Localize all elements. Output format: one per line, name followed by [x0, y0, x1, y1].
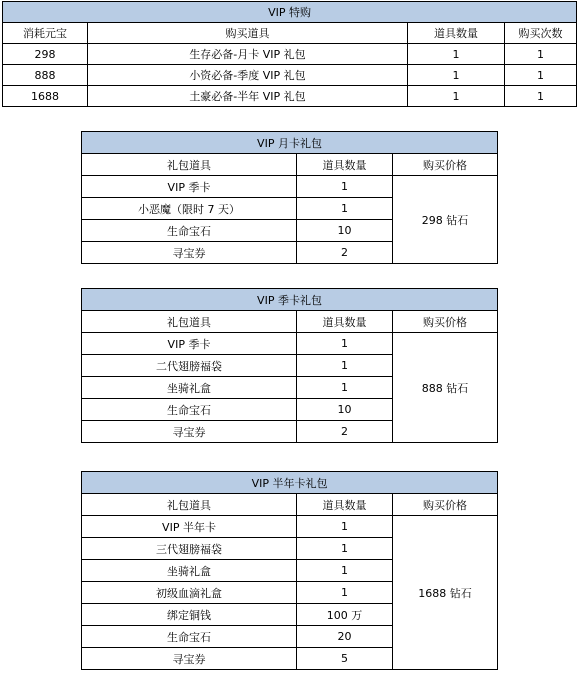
times-cell: 1	[505, 44, 577, 65]
item-cell: 土豪必备-半年 VIP 礼包	[88, 86, 408, 107]
column-header: 礼包道具	[82, 154, 297, 176]
monthly-pack-table	[81, 131, 498, 264]
quantity-cell: 1	[297, 176, 393, 198]
quantity-cell: 1	[408, 86, 505, 107]
quantity-cell: 1	[297, 377, 393, 399]
quantity-cell: 10	[297, 220, 393, 242]
table-title: VIP 半年卡礼包	[82, 472, 498, 494]
table-title: VIP 季卡礼包	[82, 289, 498, 311]
item-cell: 坐骑礼盒	[82, 377, 297, 399]
column-header: 道具数量	[408, 23, 505, 44]
item-cell: 寻宝券	[82, 242, 297, 264]
quantity-cell: 1	[297, 516, 393, 538]
quantity-cell: 1	[408, 65, 505, 86]
item-cell: 生命宝石	[82, 626, 297, 648]
header-row	[82, 311, 498, 333]
column-header: 购买次数	[505, 23, 577, 44]
column-header: 购买道具	[88, 23, 408, 44]
quantity-cell: 1	[297, 560, 393, 582]
item-cell: 生存必备-月卡 VIP 礼包	[88, 44, 408, 65]
item-cell: VIP 季卡	[82, 176, 297, 198]
quantity-cell: 100 万	[297, 604, 393, 626]
table-row	[82, 516, 498, 538]
column-header: 购买价格	[393, 311, 498, 333]
item-cell: 小资必备-季度 VIP 礼包	[88, 65, 408, 86]
vip-special-table	[2, 1, 577, 107]
item-cell: 寻宝券	[82, 421, 297, 443]
quarterly-pack-table	[81, 288, 498, 443]
column-header: 消耗元宝	[3, 23, 88, 44]
table-row	[3, 65, 577, 86]
table-row	[82, 176, 498, 198]
item-cell: 小恶魔（限时 7 天）	[82, 198, 297, 220]
item-cell: 生命宝石	[82, 399, 297, 421]
table-row	[82, 333, 498, 355]
column-header: 礼包道具	[82, 494, 297, 516]
price-cell: 888 钻石	[393, 333, 498, 443]
halfyear-pack-table	[81, 471, 498, 670]
quantity-cell: 1	[297, 198, 393, 220]
price-cell: 298 钻石	[393, 176, 498, 264]
table-title: VIP 月卡礼包	[82, 132, 498, 154]
quantity-cell: 2	[297, 242, 393, 264]
item-cell: 生命宝石	[82, 220, 297, 242]
header-row	[82, 494, 498, 516]
quantity-cell: 2	[297, 421, 393, 443]
table-row	[3, 86, 577, 107]
quantity-cell: 1	[408, 44, 505, 65]
column-header: 礼包道具	[82, 311, 297, 333]
times-cell: 1	[505, 86, 577, 107]
column-header: 购买价格	[393, 494, 498, 516]
item-cell: 坐骑礼盒	[82, 560, 297, 582]
quantity-cell: 1	[297, 538, 393, 560]
header-row	[3, 23, 577, 44]
quantity-cell: 10	[297, 399, 393, 421]
item-cell: VIP 季卡	[82, 333, 297, 355]
item-cell: 寻宝券	[82, 648, 297, 670]
quantity-cell: 1	[297, 333, 393, 355]
column-header: 道具数量	[297, 154, 393, 176]
item-cell: 初级血滴礼盒	[82, 582, 297, 604]
price-cell: 1688 钻石	[393, 516, 498, 670]
table-row	[3, 44, 577, 65]
quantity-cell: 5	[297, 648, 393, 670]
times-cell: 1	[505, 65, 577, 86]
table-title: VIP 特购	[3, 2, 577, 23]
quantity-cell: 1	[297, 582, 393, 604]
column-header: 道具数量	[297, 494, 393, 516]
item-cell: 三代翅膀福袋	[82, 538, 297, 560]
header-row	[82, 154, 498, 176]
cost-cell: 298	[3, 44, 88, 65]
item-cell: 绑定铜钱	[82, 604, 297, 626]
cost-cell: 1688	[3, 86, 88, 107]
quantity-cell: 20	[297, 626, 393, 648]
item-cell: VIP 半年卡	[82, 516, 297, 538]
column-header: 道具数量	[297, 311, 393, 333]
cost-cell: 888	[3, 65, 88, 86]
quantity-cell: 1	[297, 355, 393, 377]
item-cell: 二代翅膀福袋	[82, 355, 297, 377]
column-header: 购买价格	[393, 154, 498, 176]
